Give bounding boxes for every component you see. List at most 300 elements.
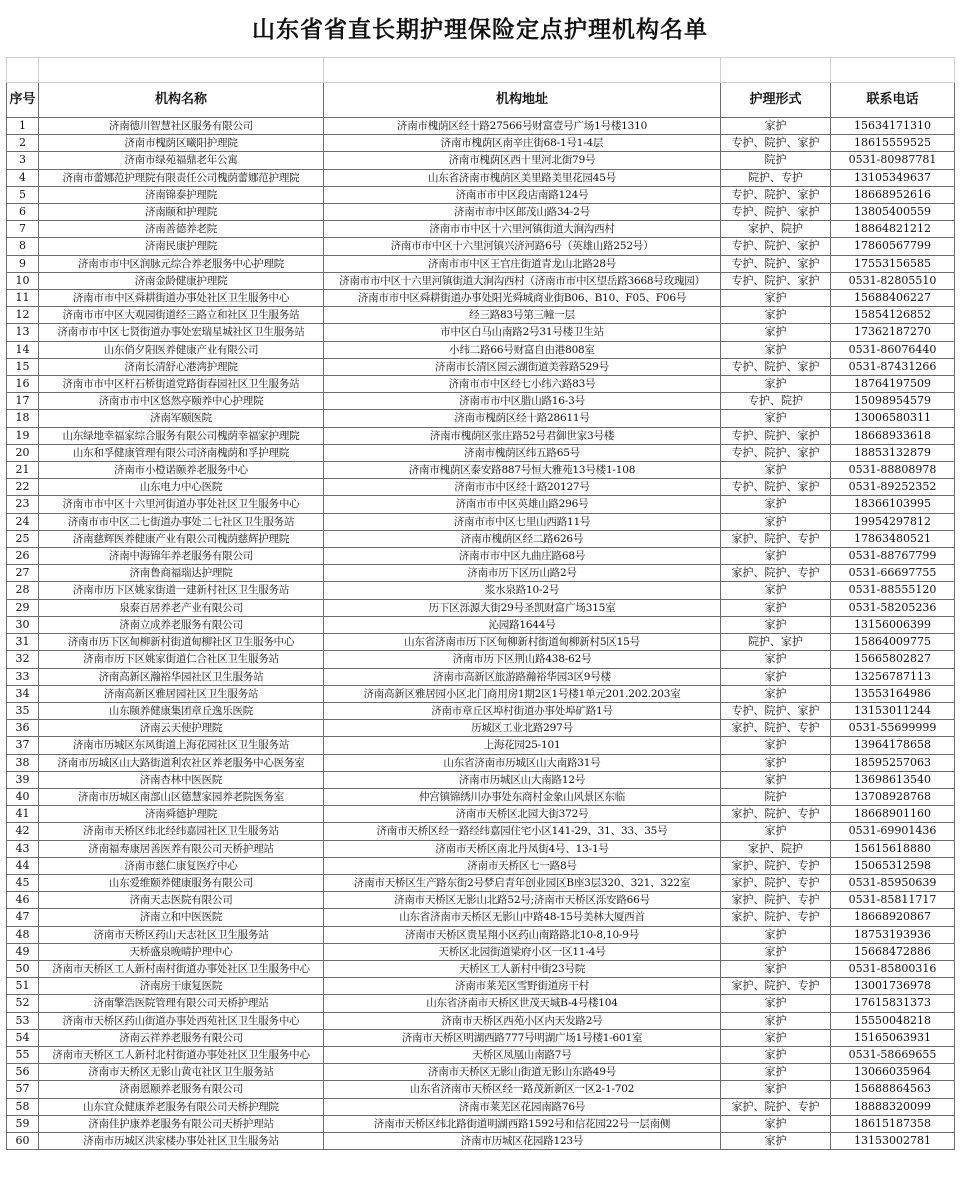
- cell-institution-name: 济南民康护理院: [39, 238, 324, 255]
- cell-address: 浆水泉路10-2号: [324, 582, 721, 599]
- table-row: [7, 290, 955, 307]
- cell-care-type: 家护、院护、专护: [721, 874, 831, 891]
- cell-index: 16: [7, 376, 39, 393]
- table-row: [7, 1064, 955, 1081]
- cell-address: 济南市天桥区明湖西路777号明湖广场1号楼1-601室: [324, 1029, 721, 1046]
- cell-phone: 17615831373: [831, 995, 955, 1012]
- cell-phone: 18753193936: [831, 926, 955, 943]
- cell-index: 3: [7, 152, 39, 169]
- cell-address: 济南市长清区园云湖街道美蓉路529号: [324, 358, 721, 375]
- cell-institution-name: 济南市历下区甸柳新村街道甸柳社区卫生服务中心: [39, 634, 324, 651]
- cell-care-type: 专护、院护、家护: [721, 358, 831, 375]
- cell-phone: 0531-88808978: [831, 462, 955, 479]
- table-row: [7, 823, 955, 840]
- cell-index: 52: [7, 995, 39, 1012]
- cell-address: 山东省济南市天桥区无影山中路48-15号美林大厦西首: [324, 909, 721, 926]
- cell-address: 天桥区工人新村中街23号院: [324, 960, 721, 977]
- table-row: [7, 427, 955, 444]
- header-institution-name: 机构名称: [39, 83, 324, 118]
- cell-care-type: 家护: [721, 1029, 831, 1046]
- cell-care-type: 家护: [721, 1012, 831, 1029]
- table-row: [7, 1046, 955, 1063]
- table-row: [7, 978, 955, 995]
- cell-index: 21: [7, 462, 39, 479]
- table-row: [7, 444, 955, 461]
- cell-institution-name: 山东俏夕阳医养健康产业有限公司: [39, 341, 324, 358]
- cell-address: 山东省济南市历下区甸柳新村街道甸柳新村5区15号: [324, 634, 721, 651]
- cell-index: 10: [7, 272, 39, 289]
- table-row: [7, 634, 955, 651]
- cell-index: 36: [7, 720, 39, 737]
- cell-address: 济南市天桥区无影山北路52号;济南市天桥区泺安路66号: [324, 892, 721, 909]
- cell-address: 济南市天桥区生产路东街2号梦启青年创业园区B座3层320、321、322室: [324, 874, 721, 891]
- cell-index: 38: [7, 754, 39, 771]
- cell-address: 济南市槐荫区泰安路887号恒大雅苑13号楼1-108: [324, 462, 721, 479]
- cell-institution-name: 山东电力中心医院: [39, 479, 324, 496]
- cell-address: 济南市槐荫区经十路28611号: [324, 410, 721, 427]
- cell-index: 41: [7, 806, 39, 823]
- cell-care-type: 专护、院护、家护: [721, 702, 831, 719]
- cell-phone: 13156006399: [831, 616, 955, 633]
- cell-address: 济南市槐荫区南辛庄街68-1号1-4层: [324, 135, 721, 152]
- cell-phone: 15098954579: [831, 393, 955, 410]
- cell-address: 济南市槐荫区经十路27566号财富壹号广场1号楼1310: [324, 118, 721, 135]
- cell-institution-name: 济南高新区雅居园社区卫生服务站: [39, 685, 324, 702]
- cell-address: 济南市历城区花园路123号: [324, 1132, 721, 1149]
- cell-care-type: 家护: [721, 685, 831, 702]
- cell-phone: 0531-80987781: [831, 152, 955, 169]
- cell-address: 仲宫镇锦绣川办事处东商村金象山风景区东临: [324, 788, 721, 805]
- table-row: [7, 788, 955, 805]
- cell-institution-name: 济南市天桥区药山天志社区卫生服务站: [39, 926, 324, 943]
- cell-index: 31: [7, 634, 39, 651]
- cell-care-type: 家护: [721, 548, 831, 565]
- cell-phone: 18668920867: [831, 909, 955, 926]
- table-body: [7, 118, 955, 1150]
- table-row: [7, 995, 955, 1012]
- cell-address: 山东省济南市天桥区世茂天城B-4号楼104: [324, 995, 721, 1012]
- cell-address: 经三路83号第三幢一层: [324, 307, 721, 324]
- cell-index: 7: [7, 221, 39, 238]
- cell-address: 济南市市中区腊山路16-3号: [324, 393, 721, 410]
- table-row: [7, 530, 955, 547]
- cell-care-type: 专护、院护、家护: [721, 272, 831, 289]
- cell-care-type: 专护、院护、家护: [721, 427, 831, 444]
- cell-address: 济南市市中区十六里河镇街道大涧沟西村: [324, 221, 721, 238]
- cell-care-type: 院护: [721, 152, 831, 169]
- cell-phone: 15668472886: [831, 943, 955, 960]
- cell-phone: 17863480521: [831, 530, 955, 547]
- cell-care-type: 家护: [721, 1046, 831, 1063]
- cell-institution-name: 济南市历下区姚家街道一建新村社区卫生服务站: [39, 582, 324, 599]
- table-row: [7, 307, 955, 324]
- cell-address: 济南市槐荫区西十里河北街79号: [324, 152, 721, 169]
- table-row: [7, 668, 955, 685]
- cell-institution-name: 济南德川智慧社区服务有限公司: [39, 118, 324, 135]
- cell-care-type: 院护: [721, 788, 831, 805]
- cell-index: 23: [7, 496, 39, 513]
- cell-address: 济南市市中区经十路20127号: [324, 479, 721, 496]
- cell-institution-name: 济南长清舒心港湾护理院: [39, 358, 324, 375]
- table-row: [7, 255, 955, 272]
- cell-index: 19: [7, 427, 39, 444]
- cell-institution-name: 济南房干康复医院: [39, 978, 324, 995]
- cell-index: 5: [7, 186, 39, 203]
- table-row: [7, 358, 955, 375]
- cell-address: 小纬二路66号财富自由港808室: [324, 341, 721, 358]
- cell-institution-name: 济南舜德护理院: [39, 806, 324, 823]
- cell-address: 上海花园25-101: [324, 737, 721, 754]
- cell-institution-name: 济南市市中区大观园街道经三路立和社区卫生服务站: [39, 307, 324, 324]
- cell-institution-name: 山东爱维颐养健康服务有限公司: [39, 874, 324, 891]
- cell-institution-name: 济南市市中区润脉元综合养老服务中心护理院: [39, 255, 324, 272]
- cell-address: 济南市莱芜区花园南路76号: [324, 1098, 721, 1115]
- cell-index: 14: [7, 341, 39, 358]
- cell-index: 17: [7, 393, 39, 410]
- table-row: [7, 1115, 955, 1132]
- cell-address: 济南市天桥区经一路经纬嘉园住宅小区141-29、31、33、35号: [324, 823, 721, 840]
- cell-care-type: 家护: [721, 496, 831, 513]
- cell-phone: 17860567799: [831, 238, 955, 255]
- table-row: [7, 806, 955, 823]
- cell-address: 山东省济南市天桥区经一路茂新新区一区2-1-702: [324, 1081, 721, 1098]
- table-row: [7, 651, 955, 668]
- cell-institution-name: 济南市历城区山大路街道利农社区养老服务中心医务室: [39, 754, 324, 771]
- table-row: [7, 221, 955, 238]
- cell-address: 山东省济南市历城区山大南路31号: [324, 754, 721, 771]
- cell-care-type: 家护、院护、专护: [721, 857, 831, 874]
- header-care-type: 护理形式: [721, 83, 831, 118]
- cell-index: 42: [7, 823, 39, 840]
- cell-institution-name: 济南中海锦年养老服务有限公司: [39, 548, 324, 565]
- table-row: [7, 874, 955, 891]
- cell-phone: 18366103995: [831, 496, 955, 513]
- cell-care-type: 家护: [721, 926, 831, 943]
- cell-care-type: 家护: [721, 737, 831, 754]
- cell-index: 57: [7, 1081, 39, 1098]
- cell-care-type: 专护、院护: [721, 393, 831, 410]
- cell-institution-name: 济南市市中区十六里河街道办事处社区卫生服务中心: [39, 496, 324, 513]
- cell-address: 济南市槐荫区张庄路52号君御世家3号楼: [324, 427, 721, 444]
- table-row: [7, 1012, 955, 1029]
- cell-institution-name: 济南锦泰护理院: [39, 186, 324, 203]
- cell-institution-name: 泉泰百居养老产业有限公司: [39, 599, 324, 616]
- cell-institution-name: 济南善德养老院: [39, 221, 324, 238]
- table-row: [7, 272, 955, 289]
- cell-phone: 13698613540: [831, 771, 955, 788]
- cell-care-type: 家护: [721, 341, 831, 358]
- cell-index: 25: [7, 530, 39, 547]
- cell-index: 35: [7, 702, 39, 719]
- cell-care-type: 家护、院护、专护: [721, 565, 831, 582]
- cell-address: 济南市槐荫区纬五路65号: [324, 444, 721, 461]
- cell-institution-name: 济南市天桥区纬北经纬嘉园社区卫生服务站: [39, 823, 324, 840]
- cell-phone: 13066035964: [831, 1064, 955, 1081]
- table-row: [7, 892, 955, 909]
- cell-index: 47: [7, 909, 39, 926]
- cell-address: 济南市莱芜区雪野街道房干村: [324, 978, 721, 995]
- cell-phone: 18864821212: [831, 221, 955, 238]
- cell-institution-name: 济南市槐荫区曦阳护理院: [39, 135, 324, 152]
- cell-phone: 17362187270: [831, 324, 955, 341]
- cell-phone: 0531-85950639: [831, 874, 955, 891]
- cell-phone: 13256787113: [831, 668, 955, 685]
- cell-care-type: 家护、院护、专护: [721, 978, 831, 995]
- cell-care-type: 家护: [721, 616, 831, 633]
- cell-address: 济南市市中区舜耕街道办事处阳光舜城商业街B06、B10、F05、F06号: [324, 290, 721, 307]
- cell-care-type: 家护: [721, 513, 831, 530]
- cell-index: 33: [7, 668, 39, 685]
- cell-index: 44: [7, 857, 39, 874]
- cell-address: 济南市市中区十六里河镇兴济河路6号（英雄山路252号）: [324, 238, 721, 255]
- cell-care-type: 家护: [721, 307, 831, 324]
- cell-phone: 18668952616: [831, 186, 955, 203]
- blank-row: [7, 58, 955, 83]
- cell-phone: 19954297812: [831, 513, 955, 530]
- cell-address: 济南市市中区段店南路124号: [324, 186, 721, 203]
- cell-address: 济南市天桥区贵星翔小区药山南路路北10-8,10-9号: [324, 926, 721, 943]
- cell-care-type: 专护、院护、家护: [721, 479, 831, 496]
- cell-index: 50: [7, 960, 39, 977]
- cell-index: 58: [7, 1098, 39, 1115]
- cell-index: 27: [7, 565, 39, 582]
- cell-institution-name: 济南市市中区舜耕街道办事处社区卫生服务中心: [39, 290, 324, 307]
- cell-care-type: 专护、院护、家护: [721, 255, 831, 272]
- cell-index: 6: [7, 204, 39, 221]
- cell-care-type: 家护: [721, 668, 831, 685]
- cell-care-type: 家护: [721, 410, 831, 427]
- cell-phone: 18853132879: [831, 444, 955, 461]
- cell-phone: 18595257063: [831, 754, 955, 771]
- header-row: [7, 83, 955, 118]
- cell-care-type: 家护、院护、专护: [721, 720, 831, 737]
- cell-institution-name: 济南慈辉医养健康产业有限公司槐荫慈辉护理院: [39, 530, 324, 547]
- cell-institution-name: 济南市历城区南部山区德慧家园养老院医务室: [39, 788, 324, 805]
- table-row: [7, 324, 955, 341]
- cell-care-type: 家护: [721, 290, 831, 307]
- cell-index: 46: [7, 892, 39, 909]
- cell-phone: 15688864563: [831, 1081, 955, 1098]
- cell-index: 22: [7, 479, 39, 496]
- cell-institution-name: 天桥盛泉晚晴护理中心: [39, 943, 324, 960]
- table-row: [7, 685, 955, 702]
- cell-address: 历城区工业北路297号: [324, 720, 721, 737]
- cell-care-type: 专护、院护、家护: [721, 204, 831, 221]
- cell-care-type: 家护: [721, 1081, 831, 1098]
- cell-phone: 0531-82805510: [831, 272, 955, 289]
- table-row: [7, 565, 955, 582]
- cell-address: 济南市历下区历山路2号: [324, 565, 721, 582]
- cell-index: 15: [7, 358, 39, 375]
- cell-care-type: 家护: [721, 324, 831, 341]
- cell-institution-name: 济南市蕾娜范护理院有限责任公司槐荫蕾娜范护理院: [39, 169, 324, 186]
- cell-phone: 0531-58669655: [831, 1046, 955, 1063]
- cell-institution-name: 济南颐和护理院: [39, 204, 324, 221]
- cell-phone: 13105349637: [831, 169, 955, 186]
- cell-institution-name: 济南云祥养老服务有限公司: [39, 1029, 324, 1046]
- cell-institution-name: 济南市市中区杆石桥街道党路街春园社区卫生服务站: [39, 376, 324, 393]
- cell-phone: 18764197509: [831, 376, 955, 393]
- table-row: [7, 840, 955, 857]
- cell-address: 济南市天桥区纬北路街道明湖西路1592号和信花园22号一层南侧: [324, 1115, 721, 1132]
- cell-care-type: 家护: [721, 823, 831, 840]
- institution-table: [6, 57, 955, 1150]
- cell-care-type: 家护: [721, 995, 831, 1012]
- cell-index: 39: [7, 771, 39, 788]
- cell-institution-name: 济南市天桥区工人新村北村街道办事处社区卫生服务中心: [39, 1046, 324, 1063]
- table-row: [7, 960, 955, 977]
- cell-care-type: 家护: [721, 754, 831, 771]
- cell-institution-name: 济南立成养老服务有限公司: [39, 616, 324, 633]
- cell-phone: 18615559525: [831, 135, 955, 152]
- cell-institution-name: 济南市市中区二七街道办事处二七社区卫生服务站: [39, 513, 324, 530]
- table-row: [7, 599, 955, 616]
- cell-care-type: 院护、专护: [721, 169, 831, 186]
- table-row: [7, 616, 955, 633]
- table-row: [7, 720, 955, 737]
- cell-institution-name: 济南军颐医院: [39, 410, 324, 427]
- cell-index: 28: [7, 582, 39, 599]
- cell-institution-name: 济南市历城区洪家楼办事处社区卫生服务站: [39, 1132, 324, 1149]
- cell-index: 56: [7, 1064, 39, 1081]
- cell-institution-name: 济南市天桥区无影山黄屯社区卫生服务站: [39, 1064, 324, 1081]
- cell-phone: 0531-88555120: [831, 582, 955, 599]
- cell-phone: 0531-85800316: [831, 960, 955, 977]
- cell-address: 济南市高新区旅游路瀚裕华园3区9号楼: [324, 668, 721, 685]
- cell-care-type: 家护: [721, 462, 831, 479]
- cell-address: 天桥区凤凰山南路7号: [324, 1046, 721, 1063]
- cell-index: 12: [7, 307, 39, 324]
- cell-institution-name: 济南高新区瀚裕华园社区卫生服务站: [39, 668, 324, 685]
- table-row: [7, 393, 955, 410]
- cell-phone: 15854126852: [831, 307, 955, 324]
- cell-index: 34: [7, 685, 39, 702]
- cell-index: 30: [7, 616, 39, 633]
- cell-institution-name: 济南立和中医医院: [39, 909, 324, 926]
- cell-care-type: 家护、院护、专护: [721, 530, 831, 547]
- table-row: [7, 943, 955, 960]
- cell-institution-name: 济南福寿康居善医养有限公司天桥护理站: [39, 840, 324, 857]
- cell-index: 43: [7, 840, 39, 857]
- cell-phone: 13553164986: [831, 685, 955, 702]
- cell-address: 山东省济南市槐荫区美里路美里花园45号: [324, 169, 721, 186]
- table-row: [7, 410, 955, 427]
- cell-phone: 18888320099: [831, 1098, 955, 1115]
- table-row: [7, 462, 955, 479]
- cell-index: 26: [7, 548, 39, 565]
- cell-index: 48: [7, 926, 39, 943]
- cell-care-type: 家护: [721, 1115, 831, 1132]
- cell-phone: 0531-87431266: [831, 358, 955, 375]
- table-row: [7, 926, 955, 943]
- table-row: [7, 238, 955, 255]
- institution-table-container: [6, 57, 954, 1150]
- cell-care-type: 家护: [721, 376, 831, 393]
- cell-phone: 0531-89252352: [831, 479, 955, 496]
- cell-phone: 0531-55699999: [831, 720, 955, 737]
- cell-address: 济南市历下区荆山路438-62号: [324, 651, 721, 668]
- cell-phone: 0531-85811717: [831, 892, 955, 909]
- header-institution-address: 机构地址: [324, 83, 721, 118]
- cell-institution-name: 济南市历城区东风街道上海花园社区卫生服务站: [39, 737, 324, 754]
- cell-phone: 0531-58205236: [831, 599, 955, 616]
- cell-address: 市中区白马山南路2号31号楼卫生站: [324, 324, 721, 341]
- cell-institution-name: 济南杏林中医医院: [39, 771, 324, 788]
- cell-care-type: 家护: [721, 599, 831, 616]
- table-row: [7, 1132, 955, 1149]
- cell-index: 32: [7, 651, 39, 668]
- cell-care-type: 院护、家护: [721, 634, 831, 651]
- cell-index: 45: [7, 874, 39, 891]
- cell-care-type: 家护: [721, 118, 831, 135]
- cell-care-type: 家护: [721, 771, 831, 788]
- cell-phone: 0531-88767799: [831, 548, 955, 565]
- cell-phone: 15165063931: [831, 1029, 955, 1046]
- cell-index: 40: [7, 788, 39, 805]
- header-phone: 联系电话: [831, 83, 955, 118]
- cell-institution-name: 济南市市中区悠然亭颐养中心护理院: [39, 393, 324, 410]
- table-row: [7, 771, 955, 788]
- cell-phone: 18615187358: [831, 1115, 955, 1132]
- cell-index: 49: [7, 943, 39, 960]
- table-row: [7, 737, 955, 754]
- table-row: [7, 135, 955, 152]
- cell-phone: 13001736978: [831, 978, 955, 995]
- cell-address: 济南市市中区郎茂山路34-2号: [324, 204, 721, 221]
- cell-institution-name: 山东和孚健康管理有限公司济南槐荫和孚护理院: [39, 444, 324, 461]
- cell-institution-name: 济南天志医院有限公司: [39, 892, 324, 909]
- cell-index: 37: [7, 737, 39, 754]
- cell-index: 29: [7, 599, 39, 616]
- cell-address: 济南市章丘区埠村街道办事处埠矿路1号: [324, 702, 721, 719]
- cell-address: 济南市市中区七里山西路11号: [324, 513, 721, 530]
- table-row: [7, 1098, 955, 1115]
- table-row: [7, 204, 955, 221]
- cell-care-type: 家护、院护、专护: [721, 806, 831, 823]
- cell-phone: 15634171310: [831, 118, 955, 135]
- cell-institution-name: 山东颐养健康集团章丘逸乐医院: [39, 702, 324, 719]
- cell-phone: 13708928768: [831, 788, 955, 805]
- cell-index: 53: [7, 1012, 39, 1029]
- cell-index: 13: [7, 324, 39, 341]
- cell-address: 天桥区北园街道梁府小区一区11-4号: [324, 943, 721, 960]
- cell-phone: 15688406227: [831, 290, 955, 307]
- cell-address: 济南市天桥区无影山街道无影山东路49号: [324, 1064, 721, 1081]
- table-row: [7, 1029, 955, 1046]
- cell-index: 11: [7, 290, 39, 307]
- cell-care-type: 专护、院护、家护: [721, 135, 831, 152]
- cell-phone: 13153011244: [831, 702, 955, 719]
- cell-index: 59: [7, 1115, 39, 1132]
- cell-phone: 17553156585: [831, 255, 955, 272]
- cell-institution-name: 山东绿地幸福家综合服务有限公司槐荫幸福家护理院: [39, 427, 324, 444]
- cell-address: 济南市市中区英雄山路296号: [324, 496, 721, 513]
- table-row: [7, 582, 955, 599]
- cell-phone: 15864009775: [831, 634, 955, 651]
- table-row: [7, 1081, 955, 1098]
- cell-institution-name: 济南市天桥区工人新村南村街道办事处社区卫生服务中心: [39, 960, 324, 977]
- cell-phone: 13006580311: [831, 410, 955, 427]
- cell-address: 济南市天桥区七一路8号: [324, 857, 721, 874]
- cell-institution-name: 济南恩颐养老服务有限公司: [39, 1081, 324, 1098]
- cell-institution-name: 济南市小橙诺颐养老服务中心: [39, 462, 324, 479]
- cell-index: 54: [7, 1029, 39, 1046]
- cell-index: 51: [7, 978, 39, 995]
- cell-care-type: 家护: [721, 960, 831, 977]
- table-row: [7, 754, 955, 771]
- cell-care-type: 家护: [721, 943, 831, 960]
- cell-address: 济南高新区雅居园小区北门商用房1期2区1号楼1单元201.202.203室: [324, 685, 721, 702]
